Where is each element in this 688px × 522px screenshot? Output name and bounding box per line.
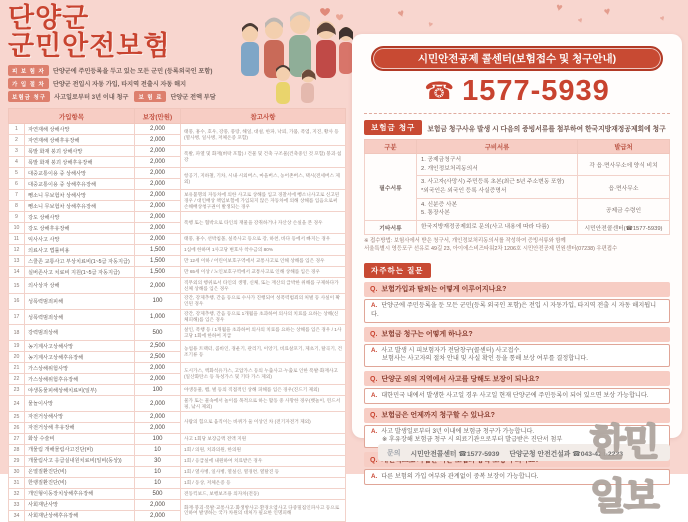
coverage-row-number: 21: [9, 363, 25, 374]
claim-note-line-2: 서울특별시 영등포구 선유로 49길 23, 아이에스비즈타워2차 1206호 시민안전공제 민원센터(07238) 우편접수: [364, 245, 618, 252]
family-illustration: [236, 4, 354, 108]
coverage-row-number: 29: [9, 455, 25, 466]
coverage-amount: 2,500: [135, 352, 181, 363]
coverage-row-number: 17: [9, 309, 25, 325]
newspaper-watermark: 한민일보: [590, 422, 658, 517]
faq-question-text: 보험가입과 탈퇴는 어떻게 이루어지나요?: [381, 286, 507, 294]
coverage-amount: 2,000: [135, 223, 181, 234]
faq-question: [364, 282, 670, 297]
coverage-note: 도시가스, 액화석유가스, 고압가스 등의 누출사고·누출로 인한 폭발·화재사고 (일산화탄소 등 독성가스 및 기타 가스 제외): [181, 363, 346, 385]
coverage-row: [9, 363, 346, 374]
coverage-note: 만 65세 이상 / 노인보호구역에서 교통사고로 인해 상해를 입은 경우: [181, 267, 346, 278]
coverage-note: 보유불명의 자동차에 의한 사고로 상해를 입고 경찰서에 뺑소니사고로 신고된 경우 / 대인배상 책임보험에 가입되지 않은 자동차에 의해 상해를 입음으로써 손해배상청구권이 발생되는 경우: [181, 190, 346, 212]
coverage-amount: 2,000: [135, 179, 181, 190]
faq-q-prefix: Q.: [370, 456, 378, 464]
faq-a-prefix: A.: [371, 347, 378, 354]
coverage-table: [8, 108, 346, 522]
claim-document-line: *외국인은 외국인 등록 사실증명서: [421, 188, 507, 195]
heart-decoration-icon: ♥: [576, 15, 585, 26]
claim-documents-table: [364, 139, 670, 235]
coverage-row: [9, 466, 346, 477]
coverage-col-amount: 보장(만원): [135, 109, 181, 124]
coverage-item-name: 뺑소니 무보험차 상해후유장해: [25, 201, 135, 212]
left-column: [8, 4, 346, 522]
coverage-amount: 2,000: [135, 278, 181, 294]
faq-answer-text: 사고 발생일로부터 3년 이내에 보험금 청구가 가능합니다.: [381, 428, 535, 436]
faq-q-prefix: Q.: [370, 286, 378, 294]
faq-item: [364, 408, 670, 449]
coverage-row-number: 10: [9, 223, 25, 234]
coverage-note: 화재·붕괴·폭발·교통사고·화생방사고·환경오염사고 다중밀집인파사고 등으로 인하여 발생하는 국가 차원의 대처가 필요한 인명피해: [181, 499, 346, 521]
phone-icon: ☎: [424, 77, 455, 105]
claim-issuer: 시민안전콜센터(☎1577-5939): [578, 221, 670, 235]
coverage-amount: 2,000: [135, 422, 181, 433]
claim-category: 기타서류: [365, 221, 417, 235]
coverage-amount: 2,000: [135, 146, 181, 157]
title-line-2: 군민안전보험: [8, 31, 171, 62]
footer-callcenter-contact: 시민안전콜센터 ☎1577-5939: [410, 450, 500, 458]
coverage-row-number: 23: [9, 385, 25, 396]
faq-a-prefix: A.: [371, 472, 378, 480]
claim-col-issuer: 발급처: [578, 140, 670, 154]
meta-badge: 가 입 절 차: [8, 78, 49, 89]
coverage-item-name: 대중교통이용 중 상해사망: [25, 168, 135, 179]
coverage-row: [9, 278, 346, 294]
coverage-note: 1회 / 열사병, 일사병, 열실신, 열경련, 열탈진 등: [181, 466, 346, 477]
claim-document-line: 1. 공제금청구서: [421, 157, 462, 163]
coverage-row: [9, 477, 346, 488]
coverage-row-number: 5: [9, 168, 25, 179]
coverage-note: 태풍, 홍수, 선박침몰, 실족사고 등으로 강, 하천, 바다 등에서 빠지는 경우: [181, 234, 346, 245]
coverage-item-name: 농기계사고상해후유장해: [25, 352, 135, 363]
coverage-row-number: 1: [9, 124, 25, 135]
coverage-row-number: 3: [9, 146, 25, 157]
coverage-row: [9, 341, 346, 352]
coverage-row-number: 30: [9, 466, 25, 477]
claim-documents: [417, 198, 578, 220]
coverage-row: [9, 245, 346, 256]
coverage-amount: 2,000: [135, 135, 181, 146]
coverage-note: 물가 또는 물속에서 놀이를 목적으로 하는 활동 중 사망한 경우(뱃놀이, 윈드서핑, 낚시 제외): [181, 396, 346, 412]
coverage-item-name: 화상 수술비: [25, 433, 135, 444]
coverage-item-name: 자전거상해 후유장해: [25, 422, 135, 433]
faq-answer-line: ※ 후유장해 보험금 청구 시 의료기관으로부터 발급받은 진단서 첨부: [382, 436, 563, 444]
coverage-row-number: 32: [9, 488, 25, 499]
meta-badge: 보험금 청구: [8, 91, 50, 102]
coverage-note: 폭행 또는 협박으로 타인의 재물을 강취하거나 자산상 손실을 본 경우: [181, 212, 346, 234]
coverage-item-name: 한랭질환진단(비): [25, 477, 135, 488]
claim-category: 필수서류: [365, 154, 417, 221]
claim-documents: [417, 176, 578, 198]
coverage-amount: 100: [135, 385, 181, 396]
coverage-amount: 500: [135, 488, 181, 499]
faq-question: [364, 408, 670, 423]
coverage-row-number: 27: [9, 433, 25, 444]
coverage-row: [9, 168, 346, 179]
coverage-row-number: 12: [9, 245, 25, 256]
coverage-item-name: 자연재해 상해사망: [25, 124, 135, 135]
coverage-row: [9, 256, 346, 267]
coverage-note: 전동킥보드, 보행보조용 의자차(전동): [181, 488, 346, 499]
footer-label: 문의: [387, 449, 401, 457]
coverage-row: [9, 190, 346, 201]
claim-document-line: 2. 개인정보처리동의서: [421, 165, 478, 172]
claim-document-line: 4. 신분증 사본: [421, 201, 458, 208]
coverage-amount: 1,500: [135, 256, 181, 267]
coverage-row-number: 20: [9, 352, 25, 363]
faq-a-prefix: A.: [371, 391, 378, 399]
heart-decoration-icon: ♥: [396, 7, 407, 21]
coverage-row: [9, 455, 346, 466]
coverage-note: 만 12세 이하 / 어린이보호구역에서 교통사고로 인해 상해를 입은 경우: [181, 256, 346, 267]
faq-item: [364, 327, 670, 368]
coverage-row: [9, 124, 346, 135]
coverage-note: 사고 1회당 보장금액 전액 지원: [181, 433, 346, 444]
coverage-row-number: 6: [9, 179, 25, 190]
coverage-amount: 2,000: [135, 363, 181, 374]
claim-badge: 보험금 청구: [364, 120, 422, 135]
coverage-amount: 2,000: [135, 201, 181, 212]
coverage-item-name: 개물림사고 응급실내원치료비(일비(동상)): [25, 455, 135, 466]
coverage-row-number: 14: [9, 267, 25, 278]
coverage-item-name: 자연재해 상해후유장해: [25, 135, 135, 146]
coverage-row-number: 25: [9, 411, 25, 422]
coverage-amount: 500: [135, 325, 181, 341]
coverage-note: 1심에 한하며 1사고당 변호사 착수금의 80%: [181, 245, 346, 256]
coverage-row: [9, 396, 346, 412]
claim-note-line-1: ※ 접수방법: 보험사에서 받은 청구서, 개인정보처리동의서를 작성하여 증빙서류와 함께: [364, 238, 566, 245]
claim-section-header: [364, 120, 670, 135]
coverage-row: [9, 146, 346, 157]
meta-text: 단양군 전액 부담: [170, 94, 216, 102]
faq-question-text: 단양군 외의 지역에서 사고를 당해도 보장이 되나요?: [381, 375, 540, 383]
coverage-row-number: 34: [9, 510, 25, 521]
coverage-item-name: 성폭력범죄피해: [25, 293, 135, 309]
claim-issuer: 읍·면사무소: [578, 176, 670, 198]
coverage-amount: 2,000: [135, 510, 181, 521]
coverage-amount: 10: [135, 444, 181, 455]
claim-col-documents: 구비서류: [417, 140, 578, 154]
coverage-amount: 2,000: [135, 157, 181, 168]
coverage-row-number: 26: [9, 422, 25, 433]
coverage-row-number: 19: [9, 341, 25, 352]
faq-answer: [364, 299, 670, 323]
coverage-amount: 1,500: [135, 245, 181, 256]
faq-answer-line: 보험사는 사고자의 절차 안내 및 사실 확인 등을 통해 보상 여부를 결정합니다.: [382, 355, 588, 363]
faq-q-prefix: Q.: [370, 412, 378, 420]
coverage-amount: 1,500: [135, 267, 181, 278]
coverage-row-number: 13: [9, 256, 25, 267]
coverage-amount: 2,000: [135, 190, 181, 201]
coverage-amount: 2,000: [135, 124, 181, 135]
coverage-item-name: 익사사고 사망: [25, 234, 135, 245]
coverage-row-number: 22: [9, 374, 25, 385]
coverage-row: [9, 444, 346, 455]
claim-document-line: 한국지방재정공제회로 문의(사고 내용에 따라 다름): [421, 224, 549, 231]
coverage-row: [9, 234, 346, 245]
heart-decoration-icon: ♥: [426, 19, 435, 30]
meta-text: 단양군에 주민등록을 두고 있는 모든 군민 (등록외국인 포함): [52, 68, 213, 76]
coverage-row: [9, 267, 346, 278]
meta-badge: 보 험 료: [134, 91, 166, 102]
coverage-row-number: 24: [9, 396, 25, 412]
claim-documents: [417, 154, 578, 176]
coverage-col-item: 가입항목: [9, 109, 135, 124]
meta-badge: 피 보 험 자: [8, 65, 49, 76]
coverage-row-number: 11: [9, 234, 25, 245]
claim-issuer: 각 읍·면사무소에 양식 비치: [578, 154, 670, 176]
coverage-amount: 2,000: [135, 168, 181, 179]
coverage-item-name: 의사상자 상해: [25, 278, 135, 294]
coverage-amount: 2,000: [135, 411, 181, 422]
callcenter-phone-number: 1577-5939: [462, 75, 610, 107]
coverage-item-name: 농기계사고상해사망: [25, 341, 135, 352]
coverage-note: 사람의 힘으로 움직이는 바퀴가 둘 이상인 차 (전기자전거 제외): [181, 411, 346, 433]
faq-question-text: 보험금은 언제까지 청구할 수 있나요?: [381, 412, 495, 420]
heart-decoration-icon: ♥: [602, 5, 612, 19]
contact-footer: [378, 444, 670, 461]
coverage-item-name: 가스상해위험후유장해: [25, 374, 135, 385]
coverage-note: 강간, 강제추행, 간음 등으로 1개월을 초과하여 의사의 치료를 요하는 상해(신체피해)를 입은 경우: [181, 309, 346, 325]
coverage-item-name: 사회재난사망: [25, 499, 135, 510]
coverage-row: [9, 411, 346, 422]
faq-answer: [364, 344, 670, 368]
coverage-item-name: 실버존사고 치료비 지원(1~5급 자동지급): [25, 267, 135, 278]
meta-text: 단양군 전입시 자동 가입, 타지역 전출시 자동 해지: [52, 81, 187, 89]
faq-q-prefix: Q.: [370, 331, 378, 338]
coverage-row: [9, 488, 346, 499]
claim-col-category: 구분: [365, 140, 417, 154]
claim-issuer: 공제금 수령인: [578, 198, 670, 220]
coverage-item-name: 사회재난상해후유장해: [25, 510, 135, 521]
coverage-row-number: 7: [9, 190, 25, 201]
coverage-amount: 2,500: [135, 341, 181, 352]
faq-item: [364, 371, 670, 403]
coverage-col-note: 참고사항: [181, 109, 346, 124]
coverage-row-number: 4: [9, 157, 25, 168]
heart-decoration-icon: ♥: [658, 13, 667, 24]
coverage-amount: 2,000: [135, 396, 181, 412]
faq-answer-text: 대한민국 내에서 발생한 사고일 경우 사고일 현재 단양군에 주민등록이 되어 있으면 보상 가능합니다.: [381, 391, 649, 399]
coverage-item-name: 가스상해위험사망: [25, 363, 135, 374]
coverage-note: 항공기, 지하철, 기차, 시내·시외버스, 마을버스, 농어촌버스, 택시(전세버스 제외): [181, 168, 346, 190]
coverage-note: 1회 / 동상, 저체온증 등: [181, 477, 346, 488]
faq-answer-text: 단양군에 주민등록을 둔 모든 군민(등록 외국인 포함)은 전입 시 자동가입, 타지역 전출 시 자동 해지됩니다.: [371, 302, 657, 318]
claim-documents: [417, 221, 578, 235]
coverage-row: [9, 325, 346, 341]
coverage-note: 농업용 트랙터, 콤바인, 경운기, 관리기, 이앙기, 비료살포기, 제초기, 탈곡기, 건조기류 등: [181, 341, 346, 363]
coverage-row-number: 9: [9, 212, 25, 223]
faq-q-prefix: Q.: [370, 375, 378, 383]
coverage-item-name: 강력범죄상해: [25, 325, 135, 341]
faq-answer-line: [371, 392, 663, 400]
coverage-row-number: 16: [9, 293, 25, 309]
claim-description: 보험금 청구사유 발생 시 다음의 증빙서류를 첨부하여 한국지방재정공제회에 청구: [427, 125, 666, 133]
claim-document-line: 3. 사고자(사망시) 주민등록 초본(최근 5년 주소변동 포함): [421, 179, 565, 186]
coverage-item-name: 강도 상해사망: [25, 212, 135, 223]
coverage-row-number: 2: [9, 135, 25, 146]
faq-answer: [364, 388, 670, 403]
coverage-amount: 10: [135, 477, 181, 488]
faq-question: [364, 371, 670, 386]
coverage-row-number: 15: [9, 278, 25, 294]
coverage-item-name: 폭발 화재 붕괴 상해사망: [25, 146, 135, 157]
coverage-amount: 100: [135, 433, 181, 444]
coverage-note: 살인, 폭행 등 / 1개월을 초과하여 의사의 치료를 요하는 상해를 입은 경우 / 1사고당 1회에 한하여 지급: [181, 325, 346, 341]
coverage-item-name: 폭발 화재 붕괴 상해후유장해: [25, 157, 135, 168]
coverage-row-number: 33: [9, 499, 25, 510]
claim-row: [365, 221, 670, 235]
coverage-item-name: 강도 상해후유장해: [25, 223, 135, 234]
coverage-note: 직무외의 행위로서 타인의 생명, 신체, 또는 재산의 급박한 위해를 구제하다가 신체 상해를 입은 경우: [181, 278, 346, 294]
faq-answer: [364, 469, 670, 484]
footer-county-contact: 단양군청 안전건설과 ☎043-420-2223: [509, 450, 624, 458]
coverage-item-name: 물놀이사망: [25, 396, 135, 412]
coverage-row-number: 18: [9, 325, 25, 341]
coverage-item-name: 성폭력범죄상해: [25, 309, 135, 325]
coverage-amount: 2,000: [135, 234, 181, 245]
claim-document-line: 5. 통장사본: [421, 210, 450, 217]
coverage-note: 태풍, 홍수, 호우, 강풍, 풍랑, 해일, 대설, 한파, 낙뢰, 가뭄, 폭염, 지진, 황사 등 (열사병, 일사병, 저체온증 포함): [181, 124, 346, 146]
faq-answer-line: [371, 302, 663, 319]
title-line-1: 단양군: [8, 3, 90, 33]
coverage-note: 야생동물, 뱀, 벌 등의 직접적인 상해 피해를 입은 경우(진드기 제외): [181, 385, 346, 396]
coverage-amount: 2,000: [135, 374, 181, 385]
coverage-note: 1회 / 의원, 치과의원, 한의원: [181, 444, 346, 455]
faq-item: [364, 282, 670, 323]
callcenter-banner: 시민안전공제 콜센터(보험접수 및 청구안내): [371, 46, 663, 71]
coverage-note: 1회 / 응급실에 내원하여 치료받은 경우: [181, 455, 346, 466]
faq-answer-text: 다른 보험의 가입 여부와 관계없이 중복 보장이 가능합니다.: [381, 472, 539, 480]
faq-question: [364, 327, 670, 342]
coverage-item-name: 스쿨존 교통사고 부상치료비(1~5급 자동지급): [25, 256, 135, 267]
coverage-row: [9, 309, 346, 325]
faq-badge: 자주하는 질문: [364, 263, 431, 278]
faq-a-prefix: A.: [371, 302, 378, 310]
claim-submission-note: [364, 238, 670, 254]
coverage-item-name: 뺑소니 무보험차 상해사망: [25, 190, 135, 201]
coverage-item-name: 의료사고 법률비용: [25, 245, 135, 256]
coverage-row-number: 31: [9, 477, 25, 488]
coverage-row: [9, 293, 346, 309]
coverage-item-name: 개물림 개해물림사고진단(비): [25, 444, 135, 455]
coverage-amount: 100: [135, 293, 181, 309]
faq-answer-line: [371, 473, 663, 481]
faq-a-prefix: A.: [371, 428, 378, 436]
coverage-row: [9, 499, 346, 510]
coverage-row-number: 8: [9, 201, 25, 212]
claim-row: [365, 154, 670, 176]
coverage-amount: 2,000: [135, 212, 181, 223]
coverage-amount: 1,000: [135, 309, 181, 325]
coverage-note: 폭발, 파열 및 화재(벼락 포함) / 건물 및 건축 구조물(건축중인 것 포함) 붕괴·침강: [181, 146, 346, 168]
coverage-row: [9, 385, 346, 396]
coverage-item-name: 개인형이동장치상해후유장해: [25, 488, 135, 499]
meta-text: 사고일로부터 3년 이내 청구: [54, 94, 129, 102]
faq-question-text: 보험금 청구는 어떻게 하나요?: [381, 331, 473, 338]
coverage-amount: 10: [135, 466, 181, 477]
coverage-amount: 2,000: [135, 499, 181, 510]
faq-answer-text: 사고 발생 시 피보험자가 전담창구(콜센터) 사고접수.: [381, 347, 522, 354]
heart-decoration-icon: ♥: [555, 1, 564, 15]
coverage-amount: 30: [135, 455, 181, 466]
coverage-item-name: 자전거상해사망: [25, 411, 135, 422]
coverage-row: [9, 433, 346, 444]
coverage-item-name: 대중교통이용 중 상해후유장해: [25, 179, 135, 190]
coverage-item-name: 온열질환진단(비): [25, 466, 135, 477]
callcenter-phone-row: [364, 75, 670, 114]
coverage-item-name: 야생동물피해상해치료비(일부): [25, 385, 135, 396]
coverage-note: 강간, 강제추행, 간음 등으로 수사가 진행되어 성폭력범죄의 처벌 등 사실이 확인된 경우: [181, 293, 346, 309]
coverage-row-number: 28: [9, 444, 25, 455]
coverage-row: [9, 212, 346, 223]
